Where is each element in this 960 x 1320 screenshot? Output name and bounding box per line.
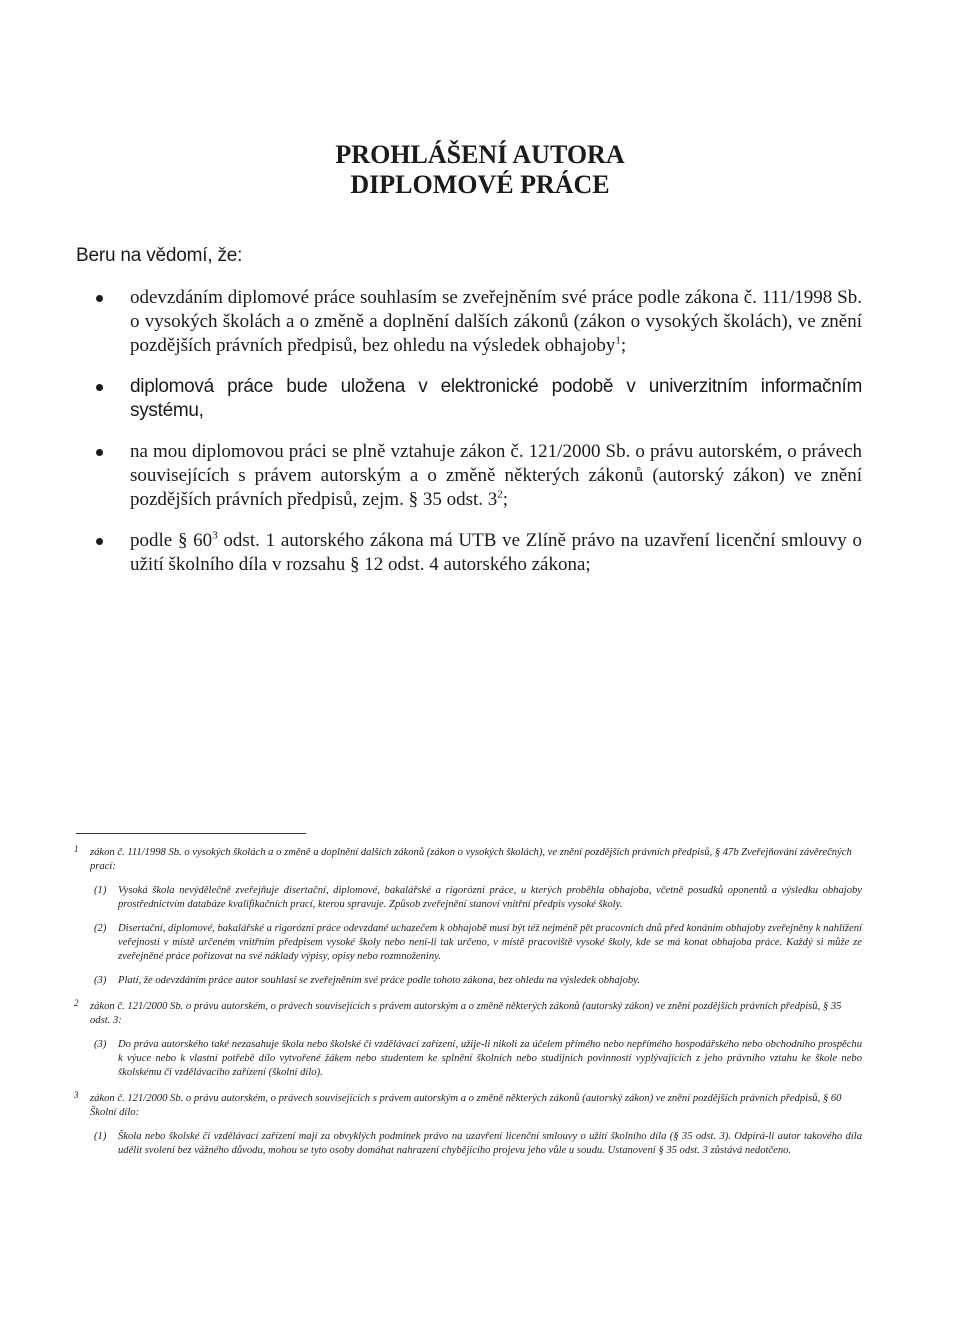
list-item — [92, 375, 862, 423]
footnote-ref: 1 — [615, 334, 621, 347]
intro-text: Beru na vědomí, že: — [76, 245, 243, 266]
footnote-paragraph — [94, 884, 862, 912]
paragraph-text: Disertační, diplomové, bakalářské a rigorózní práce odevzdané uchazečem k obhajobě musí být též nejméně pět pracovních dnů před konáním obhajoby zveřejněny k nahlížení veřejnosti v místě určeném vnitřním předpisem vysoké školy nebo není-li tak určeno, v místě pracoviště vysoké školy, kde se má konat obhajoba práce. Každý si může ze zveřejněné práce pořizovat na své náklady výpisy, opisy nebo rozmnoženiny. — [118, 923, 862, 962]
bullet-tail: ; — [620, 335, 627, 356]
paragraph-number: (1) — [94, 885, 107, 896]
bullet-text: odst. 1 autorského zákona má UTB ve Zlíně právo na uzavření licenční smlouvy o užití školního díla v rozsahu § 12 odst. 4 autorského zákona; — [130, 530, 862, 575]
list-item — [92, 440, 862, 512]
footnote-divider — [76, 833, 306, 834]
footnotes — [74, 844, 862, 1170]
footnote-paragraph — [94, 922, 862, 964]
bullet-text: odevzdáním diplomové práce souhlasím se zveřejněním své práce podle zákona č. 111/1998 Sb. o vysokých školách a o změně a doplnění dalších zákonů (zákon o vysokých školách), ve znění pozdějších právních předpisů, bez ohledu na výsledek obhajoby — [130, 287, 862, 356]
paragraph-number: (1) — [94, 1131, 107, 1142]
bullet-pre: podle § 60 — [130, 530, 213, 551]
footnote-1 — [74, 844, 862, 988]
paragraph-text: Škola nebo školské či vzdělávací zařízení mají za obvyklých podmínek právo na uzavření licenční smlouvy o užití školního díla (§ 35 odst. 3). Odpírá-li autor takového díla udělit svolení bez vážného důvodu, mohou se tyto osoby domáhat nahrazení chybějícího projevu jeho vůle u soudu. Ustanovení § 35 odst. 3 zůstává nedotčeno. — [118, 1131, 862, 1156]
bullet-icon — [96, 295, 103, 302]
footnote-ref: 2 — [497, 488, 503, 501]
paragraph-number: (3) — [94, 1039, 107, 1050]
paragraph-text: Do práva autorského také nezasahuje škola nebo školské či vzdělávací zařízení, užije-li nikoli za účelem přímého nebo nepřímého hospodářského nebo obchodního prospěchu k výuce nebo k vlastní potřebě dílo vytvořené žákem nebo studentem ke splnění školních nebo studijních povinností vyplývajících z jeho právního vztahu ke škole nebo školskému či vzdělávacího zařízení (školní dílo). — [118, 1039, 862, 1078]
footnote-paragraph — [94, 1130, 862, 1158]
document-title-line1: PROHLÁŠENÍ AUTORA — [335, 140, 625, 169]
bullet-icon — [96, 449, 103, 456]
document-title-line2: DIPLOMOVÉ PRÁCE — [350, 170, 610, 199]
paragraph-text: Platí, že odevzdáním práce autor souhlasí se zveřejněním své práce podle tohoto zákona, bez ohledu na výsledek obhajoby. — [118, 975, 640, 986]
bullet-text: diplomová práce bude uložena v elektronické podobě v univerzitním informačním systému, — [130, 376, 862, 421]
footnote-paragraph — [94, 1038, 862, 1080]
list-item — [92, 529, 862, 577]
paragraph-text: Vysoká škola nevýdělečně zveřejňuje disertační, diplomové, bakalářské a rigorózní práce, u kterých proběhla obhajoba, včetně posudků oponentů a výsledku obhajoby prostřednictvím databáze kvalifikačních prací, kterou spravuje. Způsob zveřejnění stanoví vnitřní předpis vysoké školy. — [118, 885, 862, 910]
footnote-paragraph — [94, 974, 862, 988]
footnote-head: zákon č. 111/1998 Sb. o vysokých školách a o změně a doplnění dalších zákonů (zákon o vysokých školách), ve znění pozdějších právních předpisů, § 47b Zveřejňování závěrečných prací: — [90, 847, 852, 872]
bullet-text: na mou diplomovou práci se plně vztahuje zákon č. 121/2000 Sb. o právu autorském, o právech souvisejících s právem autorským a o změně některých zákonů (autorský zákon) ve znění pozdějších právních předpisů, zejm. § 35 odst. 3 — [130, 441, 862, 510]
declaration-list — [92, 286, 862, 594]
footnote-2 — [74, 998, 862, 1080]
footnote-head: zákon č. 121/2000 Sb. o právu autorském, o právech souvisejících s právem autorským a o změně některých zákonů (autorský zákon) ve znění pozdějších právních předpisů, § 35 odst. 3: — [90, 1001, 842, 1026]
footnote-3 — [74, 1090, 862, 1158]
footnote-number: 1 — [74, 844, 79, 854]
bullet-tail: ; — [502, 489, 509, 510]
footnote-number: 3 — [74, 1090, 79, 1100]
bullet-icon — [96, 384, 103, 391]
paragraph-number: (2) — [94, 923, 107, 934]
footnote-head: zákon č. 121/2000 Sb. o právu autorském, o právech souvisejících s právem autorským a o změně některých zákonů (autorský zákon) ve znění pozdějších právních předpisů, § 60 Školní dílo: — [90, 1093, 842, 1118]
bullet-icon — [96, 538, 103, 545]
paragraph-number: (3) — [94, 975, 107, 986]
list-item — [92, 286, 862, 358]
footnote-number: 2 — [74, 998, 79, 1008]
footnote-ref: 3 — [212, 529, 218, 542]
